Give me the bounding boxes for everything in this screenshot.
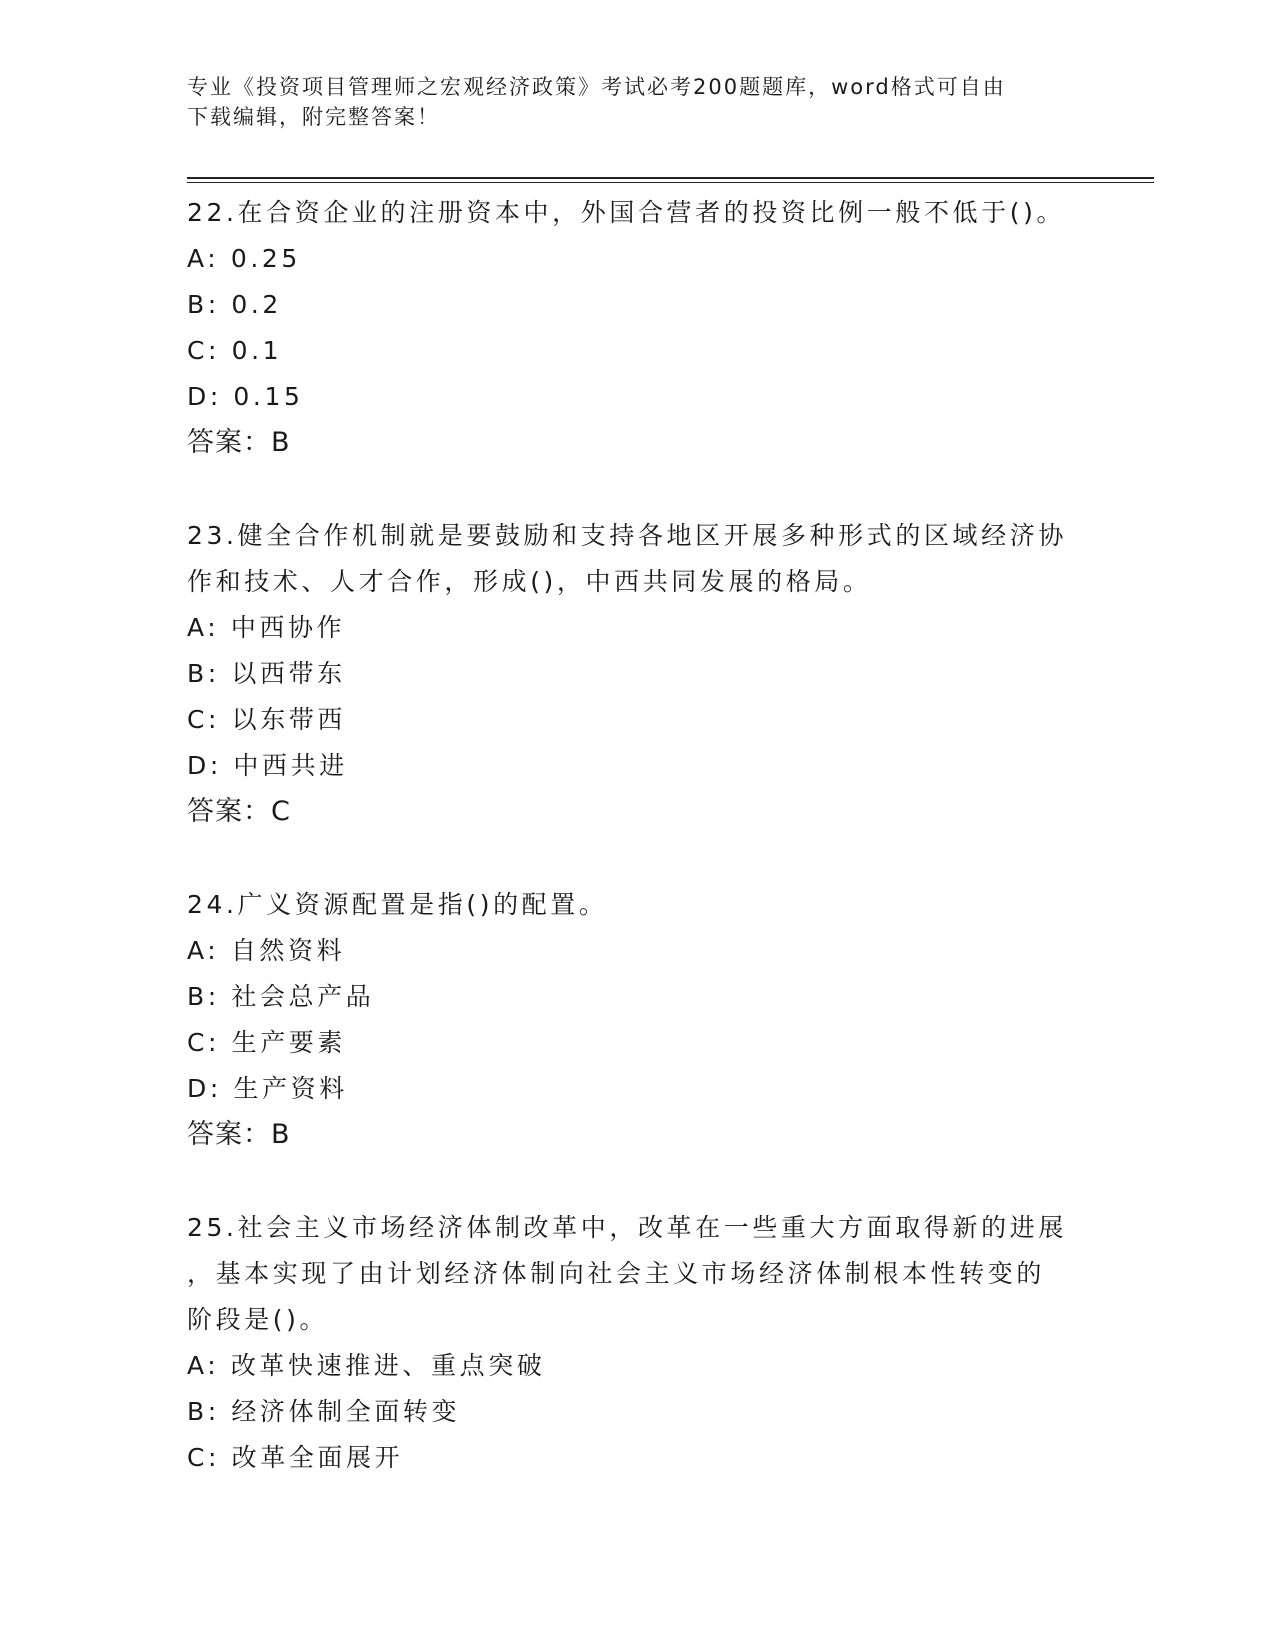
- answer-option: A: 中西协作: [187, 613, 346, 642]
- question-stem-line: ，基本实现了由计划经济体制向社会主义市场经济体制根本性转变的: [187, 1259, 1046, 1288]
- question-block: [187, 513, 1087, 835]
- answer-option: A: 自然资料: [187, 936, 346, 965]
- answer-option: B: 社会总产品: [187, 982, 375, 1011]
- answer-key: 答案：C: [187, 796, 291, 827]
- header-rule: [187, 177, 1154, 179]
- answer-option: C: 生产要素: [187, 1028, 347, 1057]
- answer-key: 答案：B: [187, 1119, 291, 1150]
- document-header: [187, 72, 1077, 132]
- question-list: [187, 190, 1087, 1528]
- question-stem: [187, 882, 1087, 928]
- answer-option: D: 中西共进: [187, 751, 348, 780]
- question-stem-line: 23.健全合作机制就是要鼓励和支持各地区开展多种形式的区域经济协: [187, 521, 1067, 550]
- question-stem-line: 作和技术、人才合作，形成()，中西共同发展的格局。: [187, 567, 872, 596]
- question-stem-line: 24.广义资源配置是指()的配置。: [187, 890, 608, 919]
- answer-key: 答案：B: [187, 427, 291, 458]
- answer-option: C: 0.1: [187, 336, 283, 365]
- answer-option: A: 改革快速推进、重点突破: [187, 1351, 546, 1380]
- answer-option: B: 0.2: [187, 290, 282, 319]
- answer-option: C: 改革全面展开: [187, 1443, 404, 1472]
- question-block: [187, 882, 1087, 1158]
- question-stem: [187, 190, 1087, 236]
- question-block: [187, 1205, 1087, 1481]
- answer-option: B: 经济体制全面转变: [187, 1397, 461, 1426]
- answer-option: C: 以东带西: [187, 705, 347, 734]
- header-line: 专业《投资项目管理师之宏观经济政策》考试必考200题题库，word格式可自由: [187, 75, 1006, 99]
- answer-option: B: 以西带东: [187, 659, 346, 688]
- question-stem-line: 22.在合资企业的注册资本中，外国合营者的投资比例一般不低于()。: [187, 198, 1066, 227]
- header-rule: [187, 182, 1154, 183]
- answer-option: A: 0.25: [187, 244, 301, 273]
- question-stem-line: 阶段是()。: [187, 1305, 329, 1334]
- question-stem-line: 25.社会主义市场经济体制改革中，改革在一些重大方面取得新的进展: [187, 1213, 1067, 1242]
- answer-option: D: 0.15: [187, 382, 304, 411]
- question-stem: [187, 1205, 1087, 1343]
- header-line: 下载编辑，附完整答案！: [187, 105, 440, 129]
- question-stem: [187, 513, 1087, 605]
- question-block: [187, 190, 1087, 466]
- answer-option: D: 生产资料: [187, 1074, 348, 1103]
